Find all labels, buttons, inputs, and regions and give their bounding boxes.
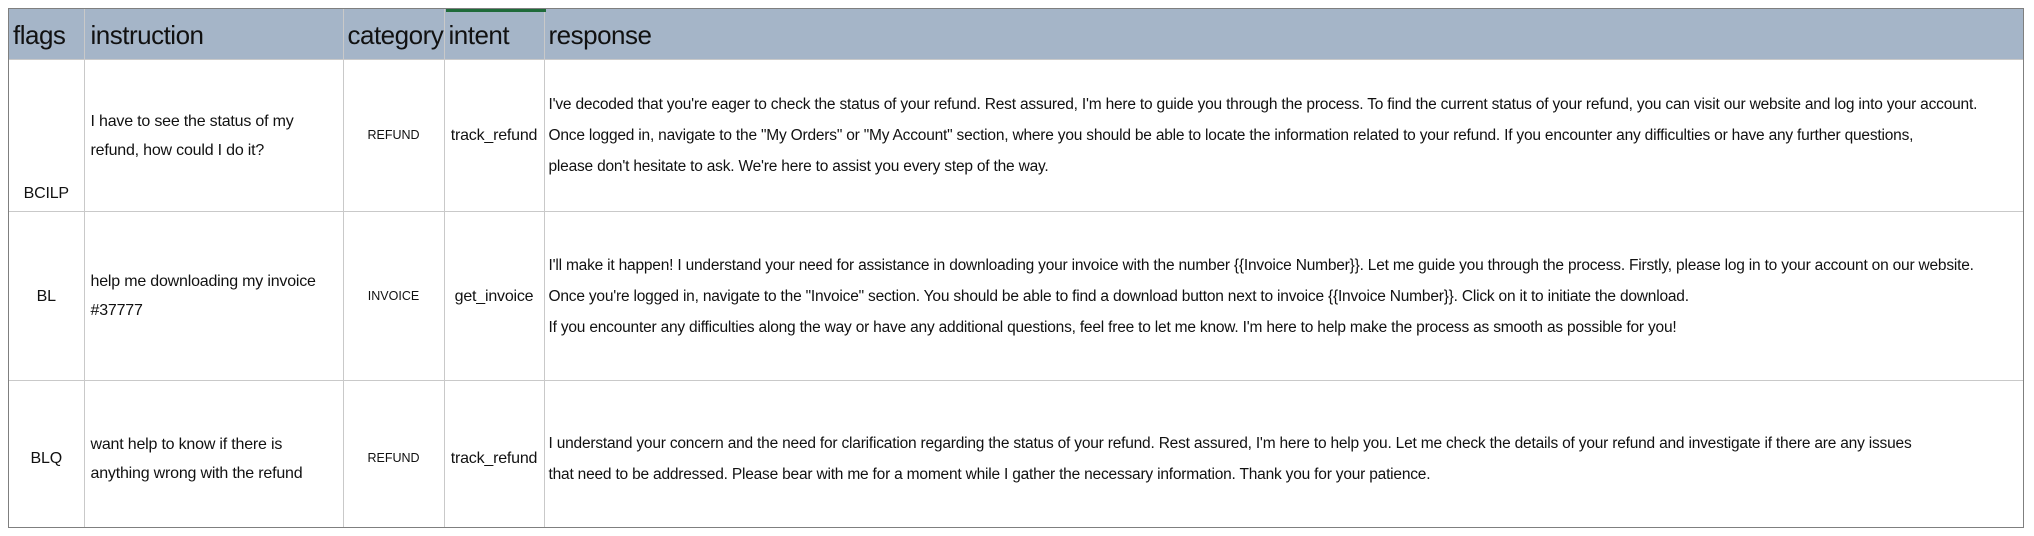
column-selection-indicator: [446, 9, 546, 12]
response-line: Once logged in, navigate to the "My Orders" or "My Account" section, where you should be able to locate the information related to your refund. If you encounter any difficulties or have any further questions,: [548, 127, 1914, 144]
cell-flags[interactable]: BCILP: [9, 60, 84, 212]
response-line: I've decoded that you're eager to check the status of your refund. Rest assured, I'm here to guide you through the process. To find the current status of your refund, you can visit our website and log into your account.: [548, 96, 1978, 113]
cell-instruction[interactable]: help me downloading my invoice #37777: [84, 212, 343, 381]
cell-response[interactable]: [544, 60, 2024, 212]
response-line: I understand your concern and the need for clarification regarding the status of your refund. Rest assured, I'm here to help you. Let me check the details of your refund and investigate if there are any issues: [548, 434, 1912, 452]
table-header: [9, 9, 2024, 60]
column-header-instruction[interactable]: instruction: [84, 9, 343, 60]
table-row: [9, 381, 2024, 529]
column-header-intent[interactable]: intent: [444, 9, 544, 60]
cell-intent[interactable]: track_refund: [444, 381, 544, 529]
table-body: [9, 60, 2024, 529]
response-line: Once you're logged in, navigate to the "Invoice" section. You should be able to find a download button next to invoice {{Invoice Number}}. Click on it to initiate the download.: [548, 287, 1689, 305]
cell-category[interactable]: REFUND: [343, 60, 444, 212]
response-line: If you encounter any difficulties along the way or have any additional questions, feel free to let me know. I'm here to help make the process as smooth as possible for you!: [548, 318, 1677, 336]
cell-response[interactable]: [544, 381, 2024, 529]
response-line: please don't hesitate to ask. We're here to assist you every step of the way.: [548, 158, 1049, 175]
table-row: [9, 60, 2024, 212]
column-header-response[interactable]: response: [544, 9, 2024, 60]
table-row: [9, 212, 2024, 381]
column-header-flags[interactable]: flags: [9, 9, 84, 60]
header-row: [9, 9, 2024, 60]
cell-intent[interactable]: get_invoice: [444, 212, 544, 381]
response-line: I'll make it happen! I understand your need for assistance in downloading your invoice with the number {{Invoice Number}}. Let me guide you through the process. Firstly, please log in to your account on our website.: [548, 256, 1974, 274]
cell-instruction[interactable]: want help to know if there is anything wrong with the refund: [84, 381, 343, 529]
cell-intent[interactable]: track_refund: [444, 60, 544, 212]
cell-response[interactable]: [544, 212, 2024, 381]
cell-instruction[interactable]: I have to see the status of my refund, how could I do it?: [84, 60, 343, 212]
cell-category[interactable]: INVOICE: [343, 212, 444, 381]
column-header-category[interactable]: category: [343, 9, 444, 60]
spreadsheet-grid: [8, 8, 2024, 528]
cell-flags[interactable]: BLQ: [9, 381, 84, 529]
cell-category[interactable]: REFUND: [343, 381, 444, 529]
cell-flags[interactable]: BL: [9, 212, 84, 381]
data-table: [9, 9, 2024, 528]
response-line: that need to be addressed. Please bear with me for a moment while I gather the necessary information. Thank you for your patience.: [548, 465, 1431, 483]
